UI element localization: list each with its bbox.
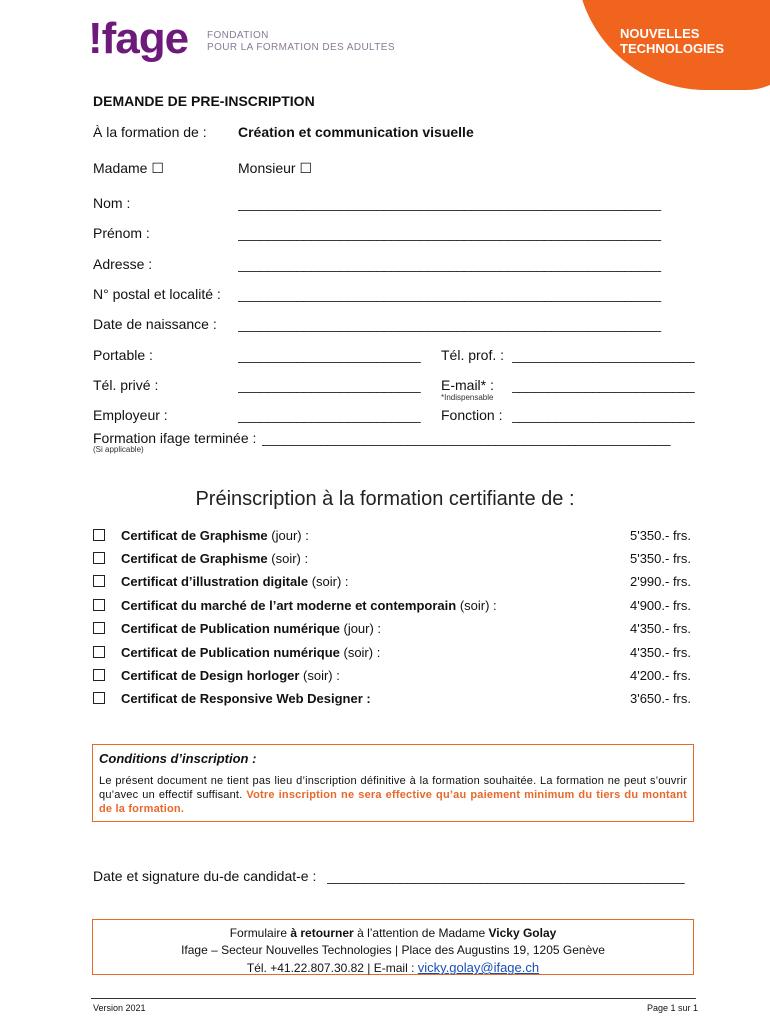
return-line-3 [93, 959, 693, 977]
conditions-highlight: Votre inscription ne sera effective qu’au paiement minimum du tiers du montant de la formation. [99, 789, 687, 815]
email-label: E-mail* : [441, 377, 494, 393]
ifage-logo: !fage [88, 14, 189, 63]
cert-price: 4'200.- frs. [629, 667, 691, 683]
cert-detail: (soir) : [456, 597, 497, 613]
cert-row[interactable] [93, 618, 691, 638]
form-title: DEMANDE DE PRE-INSCRIPTION [93, 93, 315, 109]
certifs-title: Préinscription à la formation certifiante de : [195, 488, 575, 510]
madame-checkbox[interactable]: Madame ☐ [93, 160, 164, 176]
indispensable-note: *Indispensable [441, 393, 494, 402]
badge-line-1: NOUVELLES [620, 26, 700, 41]
cert-price: 4'350.- frs. [629, 620, 691, 636]
cert-detail: (soir) : [308, 573, 349, 589]
cert-name: Certificat de Publication numérique [121, 620, 340, 636]
footer-divider [91, 998, 696, 999]
cert-name: Certificat de Graphisme [121, 550, 268, 566]
fonction-field[interactable]: _________________________ [512, 407, 695, 423]
naissance-field[interactable]: __________________________________________________________ [238, 316, 661, 332]
version-label: Version 2021 [93, 1003, 146, 1013]
return-line-2: Ifage – Secteur Nouvelles Technologies | Place des Augustins 19, 1205 Genève [181, 943, 605, 957]
badge-text [620, 26, 724, 56]
portable-label: Portable : [93, 347, 153, 363]
cert-detail: (soir) : [267, 550, 309, 566]
cert-row[interactable] [93, 571, 691, 591]
adresse-label: Adresse : [93, 256, 153, 272]
cert-name: Certificat de Responsive Web Designer : [121, 690, 371, 706]
cert-price: 4'900.- frs. [629, 597, 691, 613]
formation-terminee-label: Formation ifage terminée : [93, 430, 257, 446]
cert-name: Certificat du marché de l’art moderne et contemporain [121, 597, 457, 613]
conditions-text [99, 774, 687, 816]
cert-name: Certificat de Graphisme [121, 527, 268, 543]
employeur-label: Employeur : [93, 407, 168, 423]
tel-prof-field[interactable]: _________________________ [512, 347, 695, 363]
si-applicable-note: (Si applicable) [93, 445, 144, 454]
checkbox-icon[interactable] [93, 529, 105, 541]
conditions-box [92, 744, 694, 822]
cert-detail: (jour) : [267, 527, 309, 543]
checkbox-icon[interactable] [93, 575, 105, 587]
logo-sub-line-2: POUR LA FORMATION DES ADULTES [207, 42, 395, 53]
return-line-1 [93, 925, 693, 942]
prenom-field[interactable]: __________________________________________________________ [238, 225, 661, 241]
employeur-field[interactable]: _________________________ [238, 407, 421, 423]
return-info-box [92, 919, 694, 975]
badge-line-2: TECHNOLOGIES [620, 41, 725, 56]
tel-prive-field[interactable]: _________________________ [238, 377, 421, 393]
portable-field[interactable]: _________________________ [238, 347, 421, 363]
return-text-a: Formulaire [229, 926, 291, 940]
cert-name: Certificat de Publication numérique [121, 644, 340, 660]
cert-price: 2'990.- frs. [629, 573, 691, 589]
cert-price: 5'350.- frs. [629, 527, 691, 543]
formation-value: Création et communication visuelle [238, 124, 474, 140]
postal-field[interactable]: __________________________________________________________ [238, 286, 661, 302]
cert-row[interactable] [93, 525, 691, 545]
nom-field[interactable]: __________________________________________________________ [238, 195, 661, 211]
cert-price: 3'650.- frs. [629, 690, 691, 706]
email-field[interactable]: _________________________ [512, 377, 695, 393]
checkbox-icon[interactable] [93, 669, 105, 681]
tel-prive-label: Tél. privé : [93, 377, 159, 393]
cert-detail: (soir) : [339, 644, 381, 660]
formation-label: À la formation de : [93, 124, 207, 140]
cert-row[interactable] [93, 548, 691, 568]
cert-row[interactable] [93, 665, 691, 685]
nom-label: Nom : [93, 195, 131, 211]
cert-name: Certificat d’illustration digitale [121, 573, 309, 589]
cert-detail: (jour) : [339, 620, 382, 636]
cert-row[interactable] [93, 595, 691, 615]
signature-field[interactable]: _________________________________________________ [327, 868, 685, 884]
cert-price: 5'350.- frs. [629, 550, 691, 566]
checkbox-icon[interactable] [93, 646, 105, 658]
fonction-label: Fonction : [441, 407, 503, 423]
contact-name: Vicky Golay [488, 926, 557, 940]
signature-label: Date et signature du-de candidat-e : [93, 868, 317, 884]
postal-label: N° postal et localité : [93, 286, 221, 302]
naissance-label: Date de naissance : [93, 316, 217, 332]
return-text-c: à l’attention de Madame [353, 926, 489, 940]
cert-name: Certificat de Design horloger [121, 667, 300, 683]
checkbox-icon[interactable] [93, 552, 105, 564]
page-number: Page 1 sur 1 [647, 1003, 699, 1013]
cert-price: 4'350.- frs. [629, 644, 691, 660]
phone-text: Tél. +41.22.807.30.82 | E-mail : [246, 961, 418, 975]
adresse-field[interactable]: __________________________________________________________ [238, 256, 661, 272]
formation-terminee-field[interactable]: ________________________________________________________ [262, 430, 671, 446]
tel-prof-label: Tél. prof. : [441, 347, 505, 363]
cert-detail: (soir) : [299, 667, 340, 683]
checkbox-icon[interactable] [93, 622, 105, 634]
logo-subtitle [207, 30, 395, 54]
monsieur-checkbox[interactable]: Monsieur ☐ [238, 160, 313, 176]
checkbox-icon[interactable] [93, 599, 105, 611]
checkbox-icon[interactable] [93, 692, 105, 704]
email-link[interactable]: vicky.golay@ifage.ch [417, 960, 540, 975]
prenom-label: Prénom : [93, 225, 150, 241]
cert-row[interactable] [93, 688, 691, 708]
return-text-b: à retourner [290, 926, 354, 940]
cert-row[interactable] [93, 642, 691, 662]
conditions-body: Le présent document ne tient pas lieu d’inscription définitive à la formation souhaitée. La formation ne peut s’ouvrir qu’avec un effectif suffisant. [99, 775, 687, 801]
conditions-title: Conditions d’inscription : [99, 751, 257, 766]
logo-sub-line-1: FONDATION [207, 30, 269, 41]
